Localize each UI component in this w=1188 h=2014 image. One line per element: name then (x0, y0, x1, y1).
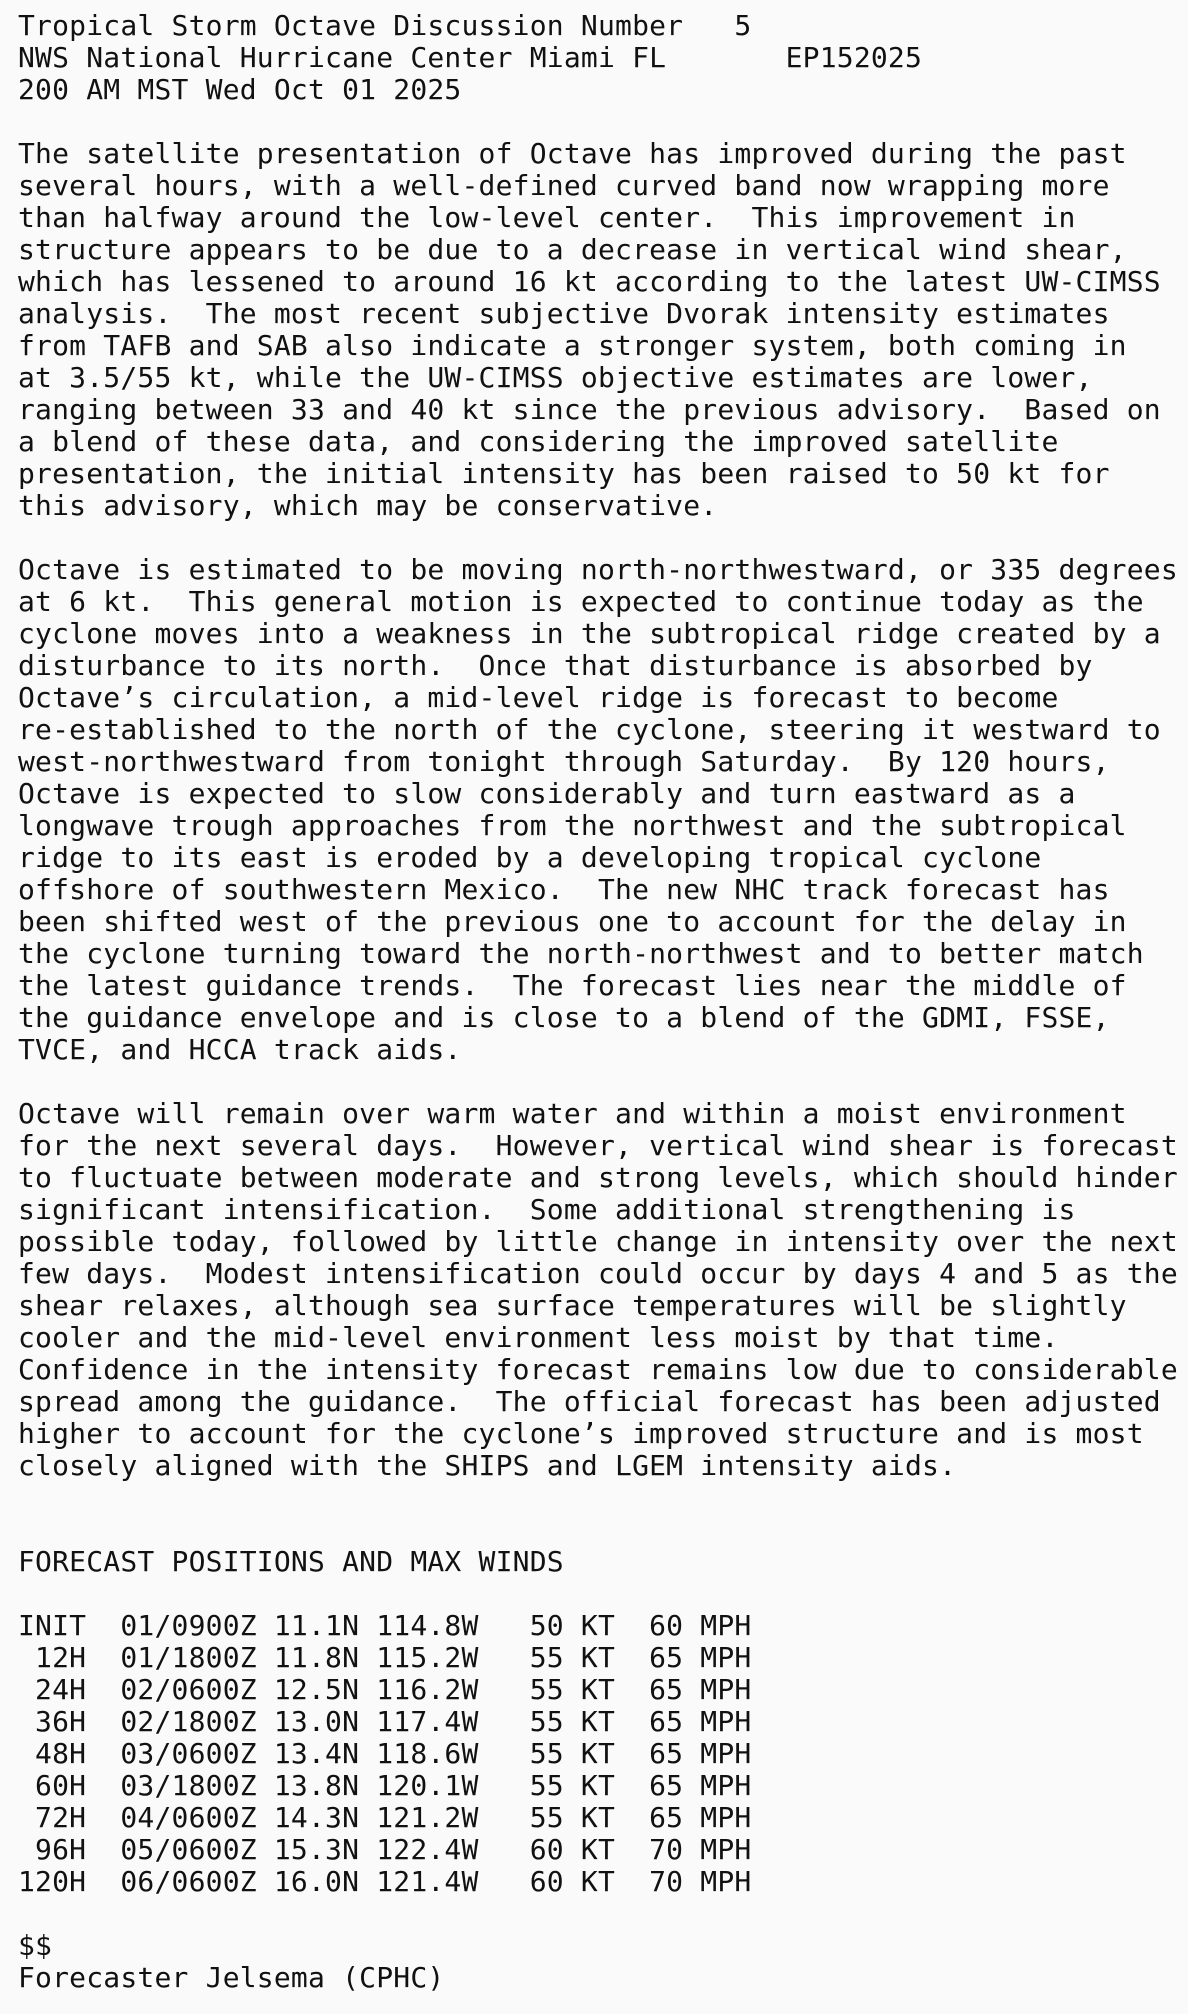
forecaster-signature: Forecaster Jelsema (CPHC) (18, 1961, 445, 1994)
forecast-table (18, 1546, 1178, 1898)
paragraph-line: the latest guidance trends. The forecast lies near the middle of (18, 969, 1127, 1002)
blank-line (18, 1898, 1178, 1930)
paragraph-line: possible today, followed by little change in intensity over the next (18, 1225, 1178, 1258)
paragraph-line: the cyclone turning toward the north-northwest and to better match (18, 937, 1144, 970)
paragraph-line: to fluctuate between moderate and strong levels, which should hinder (18, 1161, 1178, 1194)
end-marker: $$ (18, 1929, 53, 1962)
paragraph-line: closely aligned with the SHIPS and LGEM intensity aids. (18, 1449, 957, 1482)
paragraph-line: re-established to the north of the cyclone, steering it westward to (18, 713, 1161, 746)
document-footer (18, 1930, 1178, 1994)
forecast-row: 60H 03/1800Z 13.8N 120.1W 55 KT 65 MPH (18, 1769, 752, 1802)
forecast-heading: FORECAST POSITIONS AND MAX WINDS (18, 1545, 564, 1578)
paragraph-line: Octave is estimated to be moving north-northwestward, or 335 degrees (18, 553, 1178, 586)
issue-time: 200 AM MST Wed Oct 01 2025 (18, 73, 462, 106)
paragraph-line: significant intensification. Some additional strengthening is (18, 1193, 1076, 1226)
paragraph-track-forecast (18, 554, 1178, 1066)
blank-line (18, 106, 1178, 138)
paragraph-line: ridge to its east is eroded by a developing tropical cyclone (18, 841, 1042, 874)
paragraph-line: west-northwestward from tonight through Saturday. By 120 hours, (18, 745, 1110, 778)
blank-line (18, 1066, 1178, 1098)
paragraph-line: disturbance to its north. Once that disturbance is absorbed by (18, 649, 1093, 682)
discussion-document (18, 10, 1178, 1994)
paragraph-line: presentation, the initial intensity has been raised to 50 kt for (18, 457, 1110, 490)
paragraph-line: cooler and the mid-level environment less moist by that time. (18, 1321, 1059, 1354)
paragraph-intensity-analysis (18, 138, 1178, 522)
forecast-row: 72H 04/0600Z 14.3N 121.2W 55 KT 65 MPH (18, 1801, 752, 1834)
forecast-row: 24H 02/0600Z 12.5N 116.2W 55 KT 65 MPH (18, 1673, 752, 1706)
blank-line (18, 1482, 1178, 1514)
paragraph-line: at 6 kt. This general motion is expected to continue today as the (18, 585, 1144, 618)
paragraph-line: offshore of southwestern Mexico. The new NHC track forecast has (18, 873, 1110, 906)
paragraph-line: analysis. The most recent subjective Dvorak intensity estimates (18, 297, 1110, 330)
paragraph-line: Octave’s circulation, a mid-level ridge is forecast to become (18, 681, 1059, 714)
paragraph-line: shear relaxes, although sea surface temperatures will be slightly (18, 1289, 1127, 1322)
discussion-title: Tropical Storm Octave Discussion Number 5 (18, 9, 752, 42)
blank-line (18, 522, 1178, 554)
paragraph-line: which has lessened to around 16 kt according to the latest UW-CIMSS (18, 265, 1161, 298)
paragraph-line: the guidance envelope and is close to a blend of the GDMI, FSSE, (18, 1001, 1110, 1034)
office-line: NWS National Hurricane Center Miami FL EP152025 (18, 41, 923, 74)
paragraph-line: cyclone moves into a weakness in the subtropical ridge created by a (18, 617, 1161, 650)
paragraph-intensity-forecast (18, 1098, 1178, 1482)
paragraph-line: Octave will remain over warm water and within a moist environment (18, 1097, 1127, 1130)
paragraph-line: The satellite presentation of Octave has improved during the past (18, 137, 1127, 170)
forecast-row: 36H 02/1800Z 13.0N 117.4W 55 KT 65 MPH (18, 1705, 752, 1738)
document-header (18, 10, 1178, 106)
paragraph-line: higher to account for the cyclone’s improved structure and is most (18, 1417, 1144, 1450)
paragraph-line: a blend of these data, and considering the improved satellite (18, 425, 1059, 458)
paragraph-line: ranging between 33 and 40 kt since the previous advisory. Based on (18, 393, 1161, 426)
paragraph-line: TVCE, and HCCA track aids. (18, 1033, 462, 1066)
forecast-row: 48H 03/0600Z 13.4N 118.6W 55 KT 65 MPH (18, 1737, 752, 1770)
forecast-row: 12H 01/1800Z 11.8N 115.2W 55 KT 65 MPH (18, 1641, 752, 1674)
paragraph-line: few days. Modest intensification could occur by days 4 and 5 as the (18, 1257, 1178, 1290)
forecast-row: 120H 06/0600Z 16.0N 121.4W 60 KT 70 MPH (18, 1865, 752, 1898)
paragraph-line: spread among the guidance. The official forecast has been adjusted (18, 1385, 1161, 1418)
paragraph-line: several hours, with a well-defined curved band now wrapping more (18, 169, 1110, 202)
paragraph-line: longwave trough approaches from the northwest and the subtropical (18, 809, 1127, 842)
forecast-row: 96H 05/0600Z 15.3N 122.4W 60 KT 70 MPH (18, 1833, 752, 1866)
paragraph-line: Confidence in the intensity forecast remains low due to considerable (18, 1353, 1178, 1386)
paragraph-line: this advisory, which may be conservative. (18, 489, 718, 522)
paragraph-line: than halfway around the low-level center. This improvement in (18, 201, 1076, 234)
paragraph-line: Octave is expected to slow considerably and turn eastward as a (18, 777, 1076, 810)
paragraph-line: been shifted west of the previous one to account for the delay in (18, 905, 1127, 938)
paragraph-line: for the next several days. However, vertical wind shear is forecast (18, 1129, 1178, 1162)
paragraph-line: at 3.5/55 kt, while the UW-CIMSS objective estimates are lower, (18, 361, 1093, 394)
blank-line (18, 1578, 1178, 1610)
paragraph-line: structure appears to be due to a decrease in vertical wind shear, (18, 233, 1127, 266)
paragraph-line: from TAFB and SAB also indicate a stronger system, both coming in (18, 329, 1127, 362)
blank-line (18, 1514, 1178, 1546)
forecast-row: INIT 01/0900Z 11.1N 114.8W 50 KT 60 MPH (18, 1609, 752, 1642)
